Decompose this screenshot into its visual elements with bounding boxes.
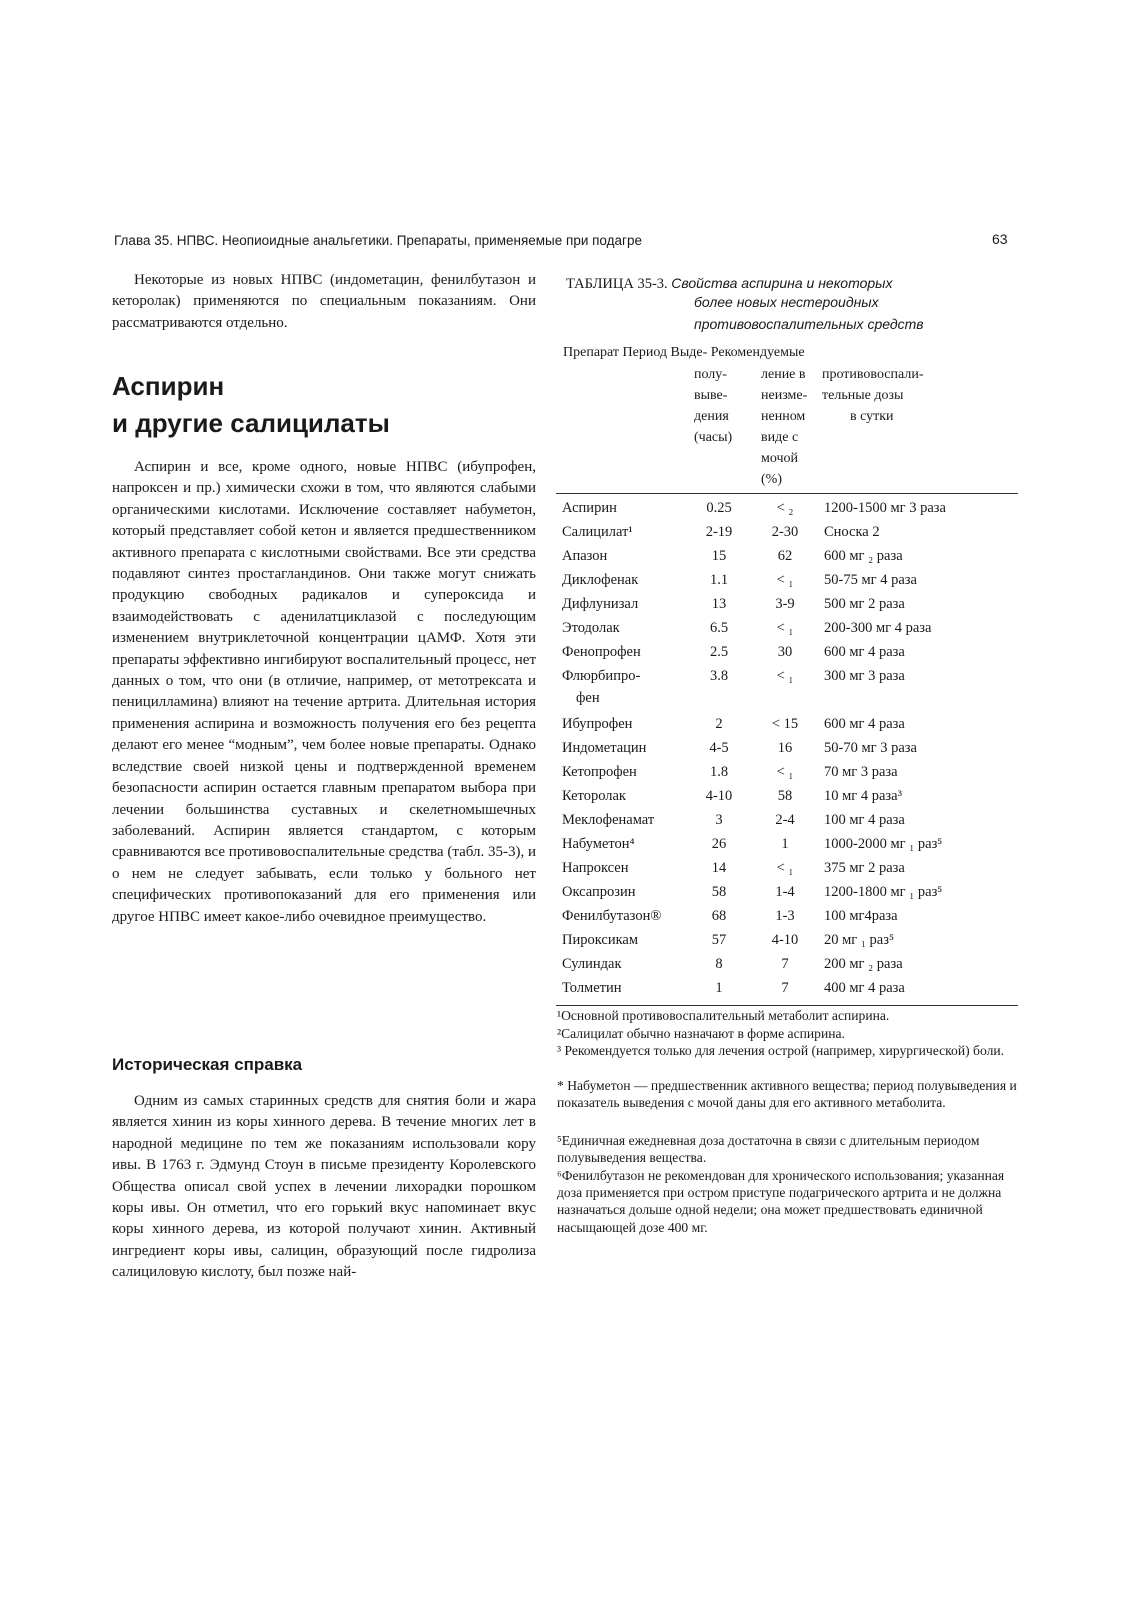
drug-cell: Оксапрозин [562, 884, 636, 900]
table-row [0, 524, 1132, 548]
dose-cell: 375 мг 2 раза [824, 860, 905, 876]
body-paragraph: Аспирин и все, кроме одного, новые НПВС (ибупрофен, напроксен и пр.) химически схожи в том, что являются слабыми органическими кислотами. Исключение составляет набуметон, который представляет собой кетон и является предшественником активного препарата с кислотными свойствами. Все эти средства подавляют синтез простагландинов. Они также могут снижать продукцию свободных радикалов и супероксида и взаимодействовать с аденилатциклазой с последующим изменением внутриклеточной концентрации цАМФ. Хотя эти препараты эффективно ингибируют воспалительный процесс, нет данных о том, что они (в отличие, например, от метотрексата и пеницилламина) влияют на течение артрита. Длительная история применения аспирина и возможность получения его без рецепта делают его менее “модным”, чем более новые препараты. Однако вследствие своей низкой цены и подтвержденной временем безопасности аспирин остается главным препаратом выбора при лечении большинства суставных и скелетномышечных заболеваний. Аспирин является стандартом, с которым сравниваются все противовоспалительные средства (табл. 35-3), и о нем не следует забывать, если только у больного нет специфических противопоказаний для его применения или другое НПВС имеет какое-либо очевидное преимущество. [112, 459, 536, 925]
dose-cell: 200-300 мг 4 раза [824, 620, 932, 636]
drug-cell: Аспирин [562, 500, 617, 516]
half-life-cell: 58 [711, 884, 727, 900]
table-row [0, 932, 1132, 956]
table-row [0, 812, 1132, 836]
table-footnote: ²Салицилат обычно назначают в форме аспирина. [557, 1026, 845, 1041]
drug-cell: Напроксен [562, 860, 629, 876]
excretion-cell: 2-30 [771, 524, 799, 540]
table-row [0, 740, 1132, 764]
table-row [0, 644, 1132, 668]
half-life-cell: 4-10 [705, 788, 733, 804]
dose-cell: 100 мг4раза [824, 908, 898, 924]
excretion-cell: < ₁ [776, 668, 794, 684]
section-heading-line-2: и другие салицилаты [112, 408, 390, 438]
half-life-cell: 1.8 [709, 764, 729, 780]
drug-cell: Набуметон⁴ [562, 836, 635, 852]
drug-cell: Фенопрофен [562, 644, 641, 660]
drug-cell: Толметин [562, 980, 622, 996]
drug-cell: Флюрбипро- [562, 668, 641, 684]
table-caption-line-3: противовоспалительных средств [694, 316, 924, 332]
excretion-cell: < 15 [771, 716, 799, 732]
half-life-cell: 3.8 [709, 668, 729, 684]
dose-cell: Сноска 2 [824, 524, 880, 540]
excretion-cell: 4-10 [771, 932, 799, 948]
subsection-heading: Историческая справка [112, 1055, 303, 1074]
dose-cell: 10 мг 4 раза³ [824, 788, 902, 804]
dose-cell: 600 мг 4 раза [824, 716, 905, 732]
table-footnote: ⁶Фенилбутазон не рекомендован для хронического использования; указанная доза применяется при остром приступе подагрического артрита и не должна назначаться дольше одной недели; она может предшествовать единичной насыщающей дозе 400 мг. [557, 1168, 1005, 1235]
table-row [0, 836, 1132, 860]
half-life-cell: 6.5 [709, 620, 729, 636]
excretion-cell: 1 [781, 836, 789, 852]
table-row [0, 548, 1132, 572]
dose-cell: 400 мг 4 раза [824, 980, 905, 996]
drug-cell: Этодолак [562, 620, 620, 636]
excretion-cell: 3-9 [775, 596, 795, 612]
table-header-half-life: полу- выве- дения (часы) [694, 367, 733, 445]
excretion-cell: 62 [777, 548, 793, 564]
running-title: Глава 35. НПВС. Неопиоидные анальгетики. Препараты, применяемые при подагре [114, 233, 642, 248]
table-row [0, 668, 1132, 692]
excretion-cell: 30 [777, 644, 793, 660]
dose-cell: 70 мг 3 раза [824, 764, 898, 780]
half-life-cell: 1 [715, 980, 723, 996]
excretion-cell: 1-3 [775, 908, 795, 924]
table-row [0, 788, 1132, 812]
excretion-cell: 1-4 [775, 884, 795, 900]
dose-cell: 1000-2000 мг ₁ раз⁵ [824, 836, 943, 852]
drug-cell: Сулиндак [562, 956, 622, 972]
section-heading-line-1: Аспирин [112, 371, 225, 401]
drug-cell: Апазон [562, 548, 608, 564]
dose-cell: 1200-1500 мг 3 раза [824, 500, 946, 516]
table-caption [566, 273, 1016, 295]
table-footnote: ⁵Единичная ежедневная доза достаточна в связи с длительным периодом полувыведения вещества. [557, 1133, 980, 1166]
drug-cell: Меклофенамат [562, 812, 655, 828]
table-row [0, 980, 1132, 1004]
table-row [0, 620, 1132, 644]
table-row [0, 884, 1132, 908]
drug-cell: Ибупрофен [562, 716, 633, 732]
half-life-cell: 4-5 [709, 740, 729, 756]
drug-cell: Пироксикам [562, 932, 639, 948]
intro-paragraph: Некоторые из новых НПВС (индометацин, фенилбутазон и кеторолак) применяются по специальным показаниям. Они рассматриваются отдельно. [112, 272, 536, 331]
excretion-cell: 16 [777, 740, 793, 756]
table-bottom-rule [556, 1005, 1018, 1006]
table-label: ТАБЛИЦА 35-3. [566, 276, 668, 292]
excretion-cell: < ₁ [776, 572, 794, 588]
table-row [0, 500, 1132, 524]
table-row [0, 716, 1132, 740]
excretion-cell: < ₂ [776, 500, 794, 516]
table-caption-line-2: более новых нестероидных [694, 294, 879, 310]
dose-cell: 1200-1800 мг ₁ раз⁵ [824, 884, 943, 900]
table-row [0, 956, 1132, 980]
half-life-cell: 26 [711, 836, 727, 852]
half-life-cell: 14 [711, 860, 727, 876]
table-footnote: ³ Рекомендуется только для лечения острой (например, хирургической) боли. [557, 1043, 1005, 1058]
dose-cell: 50-70 мг 3 раза [824, 740, 917, 756]
half-life-cell: 13 [711, 596, 727, 612]
half-life-cell: 3 [715, 812, 723, 828]
drug-cell: Кеторолак [562, 788, 626, 804]
half-life-cell: 0.25 [706, 500, 732, 516]
excretion-cell: 58 [777, 788, 793, 804]
table-row [0, 908, 1132, 932]
half-life-cell: 2-19 [705, 524, 733, 540]
half-life-cell: 8 [715, 956, 723, 972]
table-row [0, 572, 1132, 596]
excretion-cell: < ₁ [776, 620, 794, 636]
table-header-row-1: Препарат Период Выде- Рекомендуемые [563, 345, 805, 360]
table-row [0, 764, 1132, 788]
table-footnote: ¹Основной противовоспалительный метаболит аспирина. [557, 1008, 890, 1023]
half-life-cell: 1.1 [709, 572, 729, 588]
dose-cell: 50-75 мг 4 раза [824, 572, 917, 588]
drug-cell: Диклофенак [562, 572, 639, 588]
table-header-dose: противовоспали- тельные дозы в сутки [822, 367, 924, 424]
drug-cell: Салицилат¹ [562, 524, 633, 540]
dose-cell: 300 мг 3 раза [824, 668, 905, 684]
half-life-cell: 2.5 [709, 644, 729, 660]
dose-cell: 600 мг 4 раза [824, 644, 905, 660]
table-caption-line-1: Свойства аспирина и некоторых [671, 275, 893, 291]
drug-cell-continuation: фен [576, 690, 600, 706]
dose-cell: 600 мг ₂ раза [824, 548, 903, 564]
drug-cell: Фенилбутазон® [562, 908, 662, 924]
page-number: 63 [992, 231, 1008, 247]
table-row [0, 860, 1132, 884]
excretion-cell: < ₁ [776, 860, 794, 876]
table-top-rule [556, 493, 1018, 494]
excretion-cell: 2-4 [775, 812, 795, 828]
history-paragraph: Одним из самых старинных средств для снятия боли и жара является хинин из коры хинного дерева. В течение многих лет в народной медицине по тем же показаниям использовали кору ивы. В 1763 г. Эдмунд Стоун в письме президенту Королевского Общества описал свой успех в лечении лихорадки порошком коры ивы. Он отметил, что его горький вкус напоминает вкус коры хинного дерева, из которой получают хинин. Активный ингредиент коры ивы, салицин, образующий после гидролиза салициловую кислоту, был позже най- [112, 1093, 536, 1281]
dose-cell: 20 мг ₁ раз⁵ [824, 932, 895, 948]
dose-cell: 100 мг 4 раза [824, 812, 905, 828]
drug-cell: Индометацин [562, 740, 647, 756]
half-life-cell: 15 [711, 548, 727, 564]
table-row [0, 596, 1132, 620]
table-footnote: * Набуметон — предшественник активного вещества; период полувыведения и показатель выведения с мочой даны для его активного метаболита. [557, 1078, 1017, 1111]
table-header-excretion: ление в неизме- ненном виде с мочой (%) [761, 367, 808, 487]
dose-cell: 200 мг ₂ раза [824, 956, 903, 972]
excretion-cell: 7 [781, 956, 789, 972]
half-life-cell: 57 [711, 932, 727, 948]
excretion-cell: 7 [781, 980, 789, 996]
dose-cell: 500 мг 2 раза [824, 596, 905, 612]
drug-cell: Кетопрофен [562, 764, 637, 780]
drug-cell: Дифлунизал [562, 596, 639, 612]
excretion-cell: < ₁ [776, 764, 794, 780]
half-life-cell: 2 [715, 716, 723, 732]
half-life-cell: 68 [711, 908, 727, 924]
